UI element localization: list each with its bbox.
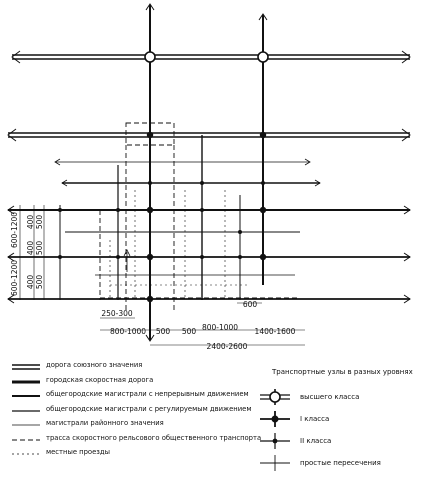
thin-line-symbol [12, 406, 40, 416]
legend [0, 362, 422, 483]
local-arrow [124, 250, 130, 272]
node-class-1-icon [260, 411, 290, 427]
node-legend [260, 368, 420, 474]
dim-bot-800-1000-a: 800-1000 [109, 327, 147, 336]
double-line-symbol [12, 362, 40, 372]
node-simple-icon [260, 455, 290, 471]
dim-col-left-top-a: 400 [26, 214, 35, 230]
dim-bot-2400-2600: 2400-2600 [206, 342, 248, 350]
dim-col-left-top-b: 500 [35, 214, 44, 230]
dim-bot-500-a: 500 [155, 327, 171, 336]
dim-bot-600: 600 [242, 300, 258, 309]
legend-item-regulated-arterial [12, 406, 262, 421]
legend-label: общегородские магистрали с регулируемым движением [46, 404, 252, 413]
legend-item-local-passage [12, 449, 262, 464]
nodes-class-1 [147, 132, 266, 302]
dim-bot-800-1000-b: 800-1000 [201, 323, 239, 332]
medium-line-symbol [12, 391, 40, 401]
dim-col-left-low-a: 400 [26, 274, 35, 290]
dim-row-left-top: 600-1200 [10, 211, 19, 249]
legend-label: магистрали районного значения [46, 419, 164, 427]
legend-label: городская скоростная дорога [46, 375, 154, 384]
dim-bot-500-b: 500 [181, 327, 197, 336]
legend-item-union-road [12, 362, 262, 377]
legend-label: общегородские магистрали с непрерывным движением [46, 390, 249, 398]
node-class-2-icon [260, 433, 290, 449]
horizontal-highways [8, 210, 410, 299]
dim-col-left-mid-a: 400 [26, 240, 35, 256]
top-union-road [12, 51, 410, 63]
legend-item-continuous-arterial [12, 391, 262, 406]
legend-item-district-road [12, 420, 262, 435]
legend-item-rail-track [12, 435, 262, 450]
node-legend-class-2 [260, 430, 420, 452]
node-legend-highest [260, 386, 420, 408]
legend-label: дорога союзного значения [46, 361, 143, 369]
rapid-transit-track [100, 123, 300, 310]
sparse-dash-symbol [12, 449, 40, 459]
node-legend-simple [260, 452, 420, 474]
node-label: II класса [300, 437, 332, 445]
legend-label: трасса скоростного рельсового общественного транспорта [46, 433, 262, 442]
node-legend-title: Транспортные узлы в разных уровнях [272, 368, 413, 376]
horizontal-arrows [8, 206, 410, 303]
dashed-line-symbol [12, 435, 40, 445]
legend-item-express-road [12, 377, 262, 392]
dim-row-left-bottom: 600-1200 [10, 259, 19, 297]
legend-label: местные проезды [46, 448, 110, 456]
node-label: I класса [300, 415, 330, 423]
node-label: простые пересечения [300, 459, 381, 467]
hair-line-symbol [12, 420, 40, 430]
node-label: высшего класса [300, 393, 360, 401]
dim-bot-250-300: 250-300 [101, 309, 133, 318]
node-legend-class-1 [260, 408, 420, 430]
dim-col-left-mid-b: 500 [35, 240, 44, 256]
nodes-class-2 [58, 181, 265, 259]
second-union-road [8, 129, 410, 141]
local-streets [110, 190, 250, 300]
road-type-legend [12, 362, 262, 464]
heavy-line-symbol [12, 377, 40, 387]
nodes-highest-class [145, 52, 268, 62]
dim-col-left-low-b: 500 [35, 274, 44, 290]
dim-bot-1400-1600: 1400-1600 [254, 327, 296, 336]
node-highest-icon [260, 389, 290, 405]
